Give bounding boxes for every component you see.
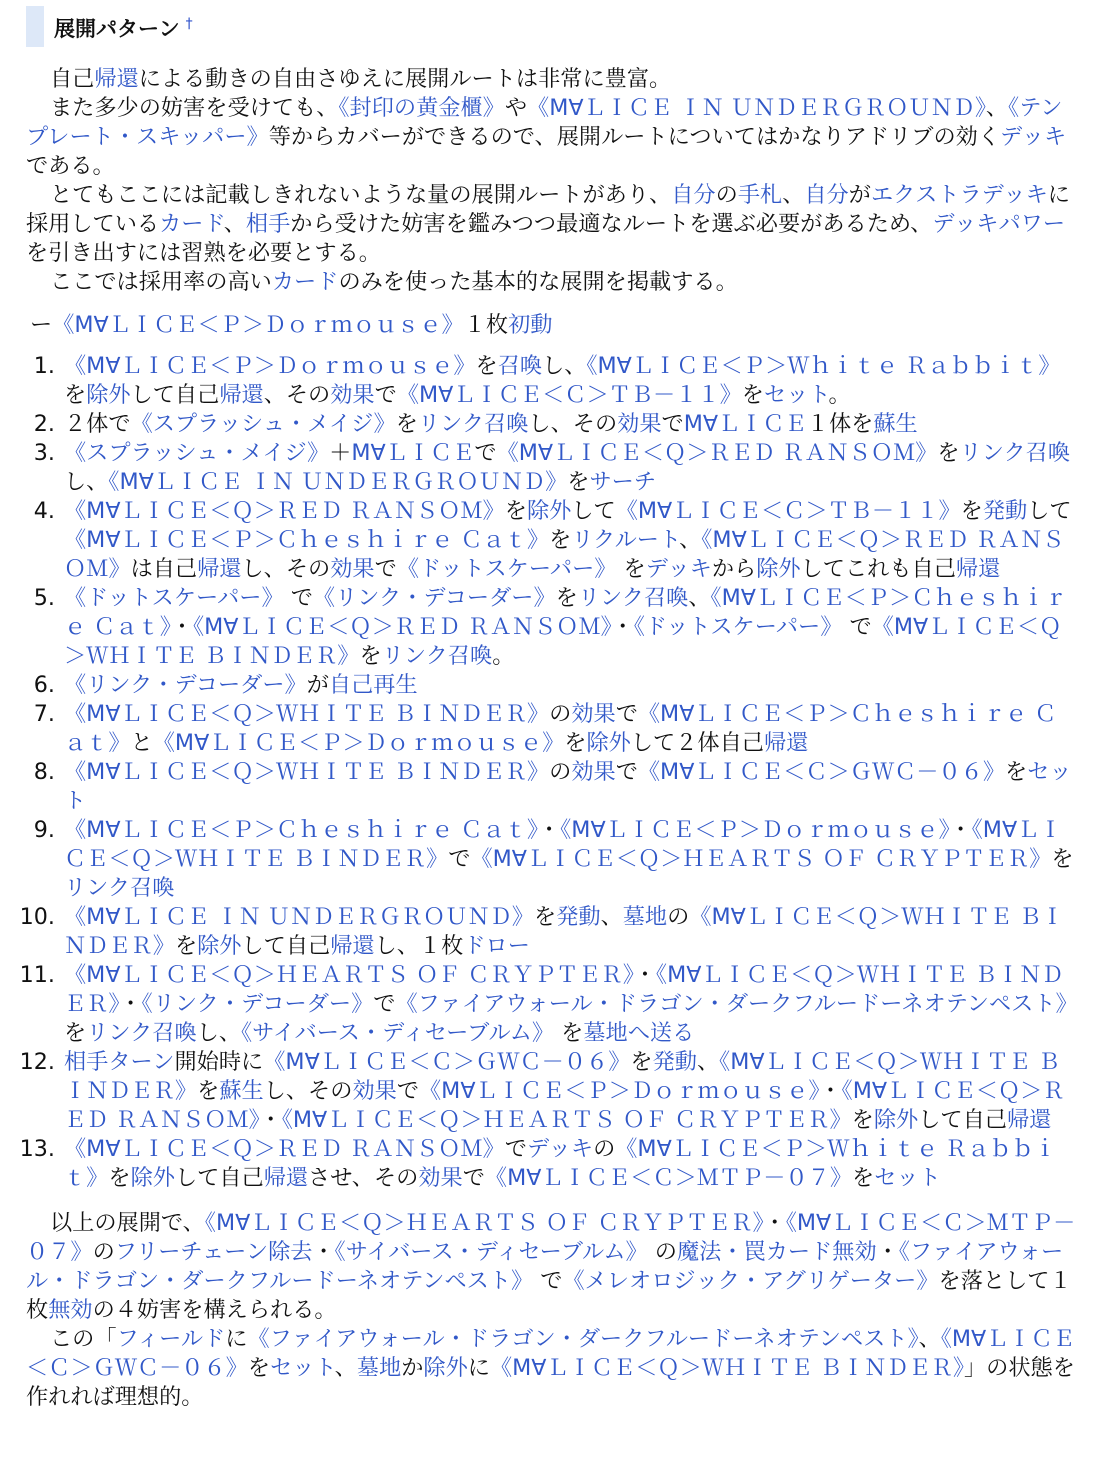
text-run: を引き出すには習熟を必要とする。	[26, 240, 381, 266]
text-run: を	[504, 498, 527, 524]
text-run: で	[396, 1078, 419, 1104]
wiki-link[interactable]: セット	[270, 1355, 335, 1381]
wiki-link[interactable]: 《ドットスケーパー》	[396, 556, 617, 582]
wiki-link[interactable]: セット	[874, 1165, 941, 1191]
wiki-link[interactable]: リンク召喚	[86, 1020, 197, 1046]
text-run: し、その	[241, 556, 331, 582]
wiki-link[interactable]: 帰還	[263, 1165, 309, 1191]
text-run: を	[534, 904, 557, 930]
text-run: し、その	[528, 411, 618, 437]
wiki-link[interactable]: 自分	[804, 182, 849, 208]
wiki-link[interactable]: 《M∀ＬＩＣＥ＜Ｑ＞ＷＨＩＴＥ ＢＩＮＤＥＲ》	[64, 701, 550, 727]
intro-paragraph	[26, 94, 1078, 181]
text-run: してこれも自己	[800, 556, 956, 582]
wiki-link[interactable]: カード	[271, 269, 339, 295]
combo-step	[62, 584, 1078, 671]
wiki-link[interactable]: 《ファイアウォール・ドラゴン・ダークフルードーネオテンペスト》	[395, 991, 1078, 1017]
text-run: で	[374, 556, 397, 582]
wiki-link[interactable]: 《M∀ＬＩＣＥ＜Ｃ＞ＭＴＰ－０７》	[484, 1165, 853, 1191]
text-run: を	[247, 1355, 271, 1381]
combo-step	[62, 700, 1078, 758]
wiki-link[interactable]: 効果	[330, 556, 375, 582]
combo-step	[62, 410, 1078, 439]
wiki-link[interactable]: リンク召喚	[64, 875, 175, 901]
text-run: が	[306, 672, 329, 698]
combo-step	[62, 961, 1078, 1048]
wiki-link[interactable]: 初動	[508, 312, 553, 338]
text-run: 、	[600, 904, 623, 930]
wiki-link[interactable]: セット	[64, 759, 1072, 814]
wiki-link[interactable]: 《ドットスケーパー》	[633, 614, 843, 640]
wiki-link[interactable]: 《M∀ＬＩＣＥ＜Ｑ＞ＲＥＤ ＲＡＮＳＯＭ》	[64, 498, 505, 524]
text-run: を	[197, 1078, 220, 1104]
text-run: を	[549, 527, 572, 553]
section-title: 展開パターン	[54, 17, 180, 41]
text-run: ＋	[329, 440, 352, 466]
wiki-link[interactable]: 《メレオロジック・アグリゲーター》	[562, 1268, 939, 1294]
text-run: を	[937, 440, 960, 466]
text-run: 、	[223, 211, 246, 237]
text-run: で	[448, 846, 471, 872]
text-run: し、	[542, 353, 587, 379]
wiki-link[interactable]: 《ファイアウォール・ドラゴン・ダークフルードーネオテンペスト》	[247, 1326, 919, 1352]
combo-step	[62, 497, 1078, 584]
wiki-link[interactable]: 帰還	[330, 933, 375, 959]
text-run: ・	[876, 1239, 899, 1265]
wiki-link[interactable]: 《M∀ＬＩＣＥ＜Ｃ＞ＧＷＣ－０６》	[263, 1049, 631, 1075]
combo-step	[62, 1135, 1078, 1193]
text-run: ・	[119, 991, 142, 1017]
text-run: して自己	[130, 382, 220, 408]
wiki-link[interactable]: 自分	[671, 182, 716, 208]
summary-paragraph	[26, 1209, 1078, 1325]
wiki-link[interactable]: 相手ターン	[64, 1049, 175, 1075]
text-run: の	[715, 182, 738, 208]
wiki-link[interactable]: 《M∀ＬＩＣＥ＜Ｑ＞ＷＨＩＴＥ ＢＩＮＤＥＲ》	[64, 962, 1064, 1017]
text-run: この「	[50, 1326, 117, 1352]
text-run: とてもここには記載しきれないような量の展開ルートがあり、	[50, 182, 672, 208]
wiki-link[interactable]: 《ドットスケーパー》	[64, 585, 284, 611]
wiki-link[interactable]: リクルート	[571, 527, 680, 553]
wiki-link[interactable]: カード	[159, 211, 224, 237]
text-run: ここでは採用率の高い	[50, 269, 272, 295]
text-run: は自己	[130, 556, 198, 582]
wiki-link[interactable]: エクストラデッキ	[870, 182, 1048, 208]
text-run: 、	[918, 1326, 941, 1352]
text-run: で	[615, 701, 638, 727]
combo-step	[62, 352, 1078, 410]
wiki-link[interactable]: 《サイバース・ディセーブルム》	[334, 1239, 648, 1265]
text-run: 以上の展開で、	[50, 1210, 205, 1236]
wiki-link[interactable]: デッキ	[526, 1136, 594, 1162]
text-run: を	[741, 382, 764, 408]
wiki-link[interactable]: 効果	[571, 759, 616, 785]
wiki-link[interactable]: 《M∀ＬＩＣＥ＜Ｐ＞Ｄｏｒｍｏｕｓｅ》	[52, 312, 464, 338]
text-run: の	[549, 701, 572, 727]
text-run: ・	[763, 1210, 786, 1236]
wiki-link[interactable]: 《M∀ＬＩＣＥ＜Ｃ＞ＧＷＣ－０６》	[637, 759, 1006, 785]
summary-section	[26, 1209, 1078, 1412]
wiki-link[interactable]: ドロー	[463, 933, 530, 959]
wiki-link[interactable]: 《M∀ＬＩＣＥ＜Ｑ＞ＨＥＡＲＴＳ ＯＦ ＣＲＹＰＴＥＲ》	[204, 1210, 764, 1236]
wiki-link[interactable]: 《M∀ＬＩＣＥ＜Ｑ＞ＷＨＩＴＥ ＢＩＮＤＥＲ》	[64, 759, 550, 785]
wiki-link[interactable]: 《M∀ＬＩＣＥ＜Ｑ＞ＲＥＤ ＲＡＮＳＯＭ》	[496, 440, 938, 466]
text-run: を	[395, 411, 418, 437]
text-run: で	[615, 759, 638, 785]
text-run: 。	[492, 643, 515, 669]
text-run: を	[630, 1049, 653, 1075]
wiki-link[interactable]: 《M∀ＬＩＣＥ＜Ｐ＞Ｗｈｉｔｅ Ｒａｂｂｉｔ》	[586, 353, 1061, 379]
text-run: の４妨害を構えられる。	[92, 1297, 337, 1323]
text-run: ・	[312, 1239, 335, 1265]
wiki-link[interactable]: 《M∀ＬＩＣＥ＜Ｃ＞ＭＴＰ－０７》	[26, 1210, 1076, 1265]
text-run: を	[616, 556, 646, 582]
combo-step	[62, 1048, 1078, 1135]
text-run: ・	[170, 614, 194, 640]
wiki-link[interactable]: 《M∀ＬＩＣＥ＜Ｃ＞ＧＷＣ－０６》	[26, 1326, 1075, 1381]
text-run: 、	[696, 1049, 720, 1075]
wiki-link[interactable]: デッキ	[1000, 124, 1067, 150]
text-run: に	[467, 1355, 490, 1381]
first-init-line	[30, 311, 1078, 340]
text-run: させ、その	[308, 1165, 419, 1191]
wiki-link[interactable]: 《M∀ＬＩＣＥ＜Ｑ＞ＲＥＤ ＲＡＮＳＯＭ》	[64, 527, 1065, 582]
wiki-link[interactable]: 除外	[86, 382, 131, 408]
wiki-link[interactable]: 蘇生	[873, 411, 918, 437]
wiki-link[interactable]: 効果	[330, 382, 375, 408]
anchor-dagger-link[interactable]: †	[185, 16, 193, 32]
wiki-link[interactable]: 帰還	[219, 382, 264, 408]
text-run: し、１枚	[374, 933, 464, 959]
wiki-link[interactable]: 《M∀ＬＩＣＥ＜Ｐ＞Ｃｈｅｓｈｉｒｅ Ｃａｔ》	[64, 817, 539, 843]
wiki-link[interactable]: 帰還	[955, 556, 1001, 582]
text-run: で	[504, 1136, 527, 1162]
wiki-link[interactable]: 《M∀ＬＩＣＥ＜Ｐ＞Ｗｈｉｔｅ Ｒａｂｂｉｔ》	[64, 1136, 1056, 1191]
wiki-link[interactable]: 帰還	[197, 556, 242, 582]
text-run: を	[174, 933, 198, 959]
text-run: の	[667, 904, 690, 930]
text-run: に	[225, 1326, 248, 1352]
text-run: で	[373, 991, 396, 1017]
wiki-link[interactable]: 《M∀ＬＩＣＥ＜Ｑ＞ＷＨＩＴＥ ＢＩＮＤＥＲ》	[489, 1355, 964, 1381]
text-run: して自己	[241, 933, 331, 959]
text-run: ２体で	[64, 411, 131, 437]
combo-steps-list	[26, 352, 1078, 1193]
wiki-link[interactable]: 《テンプレート・スキッパー》	[26, 95, 1063, 150]
text-run: 自己	[50, 66, 95, 92]
summary-paragraph	[26, 1325, 1078, 1412]
combo-step	[62, 758, 1078, 816]
text-run: 、その	[263, 382, 331, 408]
section-heading	[26, 6, 1078, 47]
text-run: ・	[949, 817, 972, 843]
wiki-link[interactable]: 《スプラッシュ・メイジ》	[130, 411, 396, 437]
wiki-link[interactable]: 《M∀ＬＩＣＥ＜Ｃ＞ＴＢ－１１》	[396, 382, 742, 408]
text-run: を	[960, 498, 983, 524]
wiki-link[interactable]: 《封印の黄金櫃》	[338, 95, 505, 121]
text-run: 、	[679, 527, 702, 553]
text-run: して自己	[918, 1107, 1007, 1133]
wiki-link[interactable]: 効果	[418, 1165, 463, 1191]
text-run: 」の状態を作れれば理想的。	[26, 1355, 1075, 1410]
text-run: 開始時に	[174, 1049, 264, 1075]
text-run: して	[571, 498, 616, 524]
text-run: し、	[196, 1020, 242, 1046]
text-run: 。	[828, 382, 851, 408]
text-run: から受けた妨害を鑑みつつ最適なルートを選ぶ必要があるため、	[290, 211, 933, 237]
wiki-link[interactable]: 手札	[737, 182, 783, 208]
wiki-link[interactable]: 除外	[423, 1355, 468, 1381]
text-run: の	[593, 1136, 616, 1162]
wiki-link[interactable]: 《M∀ＬＩＣＥ＜Ｑ＞ＷＨＩＴＥ ＢＩＮＤＥＲ》	[64, 904, 1064, 959]
wiki-link[interactable]: 《M∀ＬＩＣＥ＜Ｃ＞ＴＢ－１１》	[615, 498, 961, 524]
text-run: のみを使った基本的な展開を掲載する。	[338, 269, 738, 295]
text-run: を	[359, 643, 382, 669]
text-run: 、	[985, 95, 1009, 121]
text-run: を	[1051, 846, 1074, 872]
text-run: を	[852, 1165, 875, 1191]
text-run: で	[533, 1268, 563, 1294]
wiki-link[interactable]: 帰還	[94, 66, 139, 92]
text-run: を	[475, 353, 498, 379]
wiki-link[interactable]: 無効	[48, 1297, 93, 1323]
text-run: を	[108, 1165, 131, 1191]
combo-step	[62, 903, 1078, 961]
text-run: で	[842, 614, 872, 640]
wiki-link[interactable]: 墓地	[622, 904, 668, 930]
intro-paragraph	[26, 65, 1078, 94]
text-run: の	[549, 759, 572, 785]
wiki-link[interactable]: 発動	[652, 1049, 697, 1075]
wiki-link[interactable]: 《ファイアウォール・ドラゴン・ダークフルードーネオテンペスト》	[26, 1239, 1064, 1294]
text-run: に採用している	[26, 182, 1070, 237]
wiki-link[interactable]: 自己再生	[328, 672, 418, 698]
wiki-link[interactable]: 《M∀ＬＩＣＥ＜Ｐ＞Ｃｈｅｓｈｉｒｅ Ｃａｔ》	[64, 527, 550, 553]
text-run: ・	[819, 1078, 842, 1104]
text-run: を	[64, 382, 87, 408]
text-run: して２体自己	[630, 730, 764, 756]
combo-step	[62, 671, 1078, 700]
wiki-link[interactable]: 《M∀ＬＩＣＥ＜Ｐ＞Ｄｏｒｍｏｕｓｅ》	[152, 730, 565, 756]
wiki-link[interactable]: 《M∀ＬＩＣＥ＜Ｑ＞ＲＥＤ ＲＡＮＳＯＭ》	[64, 1078, 1065, 1133]
text-run: で	[474, 440, 497, 466]
wiki-link[interactable]: 効果	[352, 1078, 397, 1104]
wiki-link[interactable]: 《リンク・デコーダー》	[64, 672, 307, 698]
wiki-link[interactable]: 墓地	[356, 1355, 402, 1381]
text-run: ・	[538, 817, 561, 843]
text-run: して	[1027, 498, 1072, 524]
text-run: を	[64, 1020, 87, 1046]
wiki-link[interactable]: 《M∀ＬＩＣＥ＜Ｑ＞ＷＨＩＴＥ ＢＩＮＤＥＲ》	[64, 1049, 1061, 1104]
wiki-link[interactable]: リンク召喚	[959, 440, 1071, 466]
text-run: から	[711, 556, 757, 582]
wiki-link[interactable]: 《M∀ＬＩＣＥ＜Ｑ＞ＨＥＡＲＴＳ ＯＦ ＣＲＹＰＴＥＲ》	[281, 1107, 852, 1133]
text-run: を落として１枚	[26, 1268, 1072, 1323]
wiki-link[interactable]: 《M∀ＬＩＣＥ＜Ｐ＞Ｃｈｅｓｈｉｒｅ Ｃａｔ》	[64, 701, 1057, 756]
wiki-link[interactable]: 《リンク・デコーダー》	[141, 991, 374, 1017]
text-run: ・	[633, 962, 657, 988]
wiki-link[interactable]: 除外	[197, 933, 242, 959]
wiki-link[interactable]: 《M∀ＬＩＣＥ＜Ｑ＞ＷＨＩＴＥ ＢＩＮＤＥＲ》	[64, 817, 1062, 872]
text-run: 、	[688, 585, 711, 611]
text-run: を	[567, 469, 590, 495]
wiki-link[interactable]: デッキパワー	[932, 211, 1066, 237]
text-run: また多少の妨害を受けても、	[50, 95, 339, 121]
intro-section	[26, 65, 1078, 297]
wiki-link[interactable]: 《M∀ＬＩＣＥ＜Ｑ＞ＨＥＡＲＴＳ ＯＦ ＣＲＹＰＴＥＲ》	[470, 846, 1052, 872]
text-run: である。	[26, 153, 115, 179]
text-run: の	[647, 1239, 677, 1265]
wiki-link[interactable]: 蘇生	[219, 1078, 264, 1104]
text-run: の	[92, 1239, 115, 1265]
wiki-link[interactable]: 《M∀ＬＩＣＥ＜Ｑ＞ＷＨＩＴＥ ＢＩＮＤＥＲ》	[64, 614, 1062, 669]
combo-step	[62, 816, 1078, 903]
text-run: し、	[64, 469, 109, 495]
wiki-link[interactable]: 《M∀ＬＩＣＥ ＩＮ ＵＮＤＥＲＧＲＯＵＮＤ》	[527, 95, 986, 121]
wiki-link[interactable]: 帰還	[763, 730, 809, 756]
text-run: や	[504, 95, 528, 121]
wiki-link[interactable]: 除外	[586, 730, 631, 756]
wiki-link[interactable]: 召喚	[497, 353, 543, 379]
text-run: 等からカバーができるので、展開ルートについてはかなりアドリブの効く	[268, 124, 1001, 150]
wiki-link[interactable]: 《M∀ＬＩＣＥ＜Ｑ＞ＨＥＡＲＴＳ ＯＦ ＣＲＹＰＴＥＲ》	[64, 962, 634, 988]
wiki-link[interactable]: 除外	[756, 556, 801, 582]
wiki-link[interactable]: フリーチェーン除去	[114, 1239, 313, 1265]
intro-paragraph	[26, 181, 1078, 268]
wiki-link[interactable]: 《M∀ＬＩＣＥ＜Ｑ＞ＲＥＤ ＲＡＮＳＯＭ》	[64, 1136, 505, 1162]
text-run: 、	[334, 1355, 357, 1381]
wiki-link[interactable]: 墓地へ送る	[583, 1020, 695, 1046]
wiki-link[interactable]: セット	[763, 382, 829, 408]
wiki-link[interactable]: 除外	[526, 498, 572, 524]
text-run: による動きの自由さゆえに展開ルートは非常に豊富。	[138, 66, 672, 92]
wiki-link[interactable]: リンク召喚	[381, 643, 493, 669]
wiki-link[interactable]: M∀ＬＩＣＥ	[351, 440, 475, 466]
wiki-link[interactable]: 《M∀ＬＩＣＥ ＩＮ ＵＮＤＥＲＧＲＯＵＮＤ》	[64, 904, 534, 930]
wiki-link[interactable]: 《リンク・デコーダー》	[312, 585, 556, 611]
text-run: １枚	[463, 312, 509, 338]
text-run: 、	[782, 182, 805, 208]
wiki-link[interactable]: 除外	[873, 1107, 919, 1133]
text-run: と	[130, 730, 153, 756]
text-run: が	[848, 182, 871, 208]
wiki-link[interactable]: 魔法・罠カード無効	[676, 1239, 877, 1265]
wiki-link[interactable]: リンク召喚	[577, 585, 689, 611]
wiki-link[interactable]: 《スプラッシュ・メイジ》	[64, 440, 330, 466]
combo-step	[62, 439, 1078, 497]
wiki-link[interactable]: 帰還	[1006, 1107, 1052, 1133]
wiki-link[interactable]: 発動	[982, 498, 1028, 524]
wiki-link[interactable]: デッキ	[645, 556, 712, 582]
wiki-link[interactable]: リンク召喚	[417, 411, 529, 437]
text-run: を	[851, 1107, 874, 1133]
article-section	[0, 6, 1104, 1412]
wiki-link[interactable]: M∀ＬＩＣＥ	[683, 411, 807, 437]
wiki-link[interactable]: 《M∀ＬＩＣＥ＜Ｐ＞Ｄｏｒｍｏｕｓｅ》	[64, 353, 476, 379]
wiki-link[interactable]: 効果	[571, 701, 616, 727]
text-run: １体を	[806, 411, 874, 437]
text-run: で	[462, 1165, 485, 1191]
text-run: ・	[259, 1107, 282, 1133]
text-run: で	[374, 382, 397, 408]
wiki-link[interactable]: 《M∀ＬＩＣＥ＜Ｐ＞Ｄｏｒｍｏｕｓｅ》	[560, 817, 950, 843]
wiki-link[interactable]: 除外	[130, 1165, 175, 1191]
intro-paragraph	[26, 268, 1078, 297]
text-run: で	[661, 411, 684, 437]
text-run: し、その	[263, 1078, 353, 1104]
wiki-link[interactable]: 《M∀ＬＩＣＥ ＩＮ ＵＮＤＥＲＧＲＯＵＮＤ》	[108, 469, 568, 495]
text-run: で	[283, 585, 313, 611]
text-run: ・	[611, 614, 634, 640]
text-run: して自己	[174, 1165, 264, 1191]
text-run: を	[554, 1020, 584, 1046]
text-run: ー	[30, 312, 53, 338]
wiki-link[interactable]: 《M∀ＬＩＣＥ＜Ｑ＞ＲＥＤ ＲＡＮＳＯＭ》	[193, 614, 612, 640]
text-run: を	[1005, 759, 1028, 785]
wiki-link[interactable]: 発動	[556, 904, 601, 930]
text-run: を	[564, 730, 587, 756]
wiki-link[interactable]: フィールド	[116, 1326, 226, 1352]
wiki-link[interactable]: 効果	[617, 411, 662, 437]
text-run: を	[555, 585, 578, 611]
wiki-link[interactable]: 《サイバース・ディセーブルム》	[241, 1020, 555, 1046]
wiki-link[interactable]: 《M∀ＬＩＣＥ＜Ｐ＞Ｃｈｅｓｈｉｒｅ Ｃａｔ》	[64, 585, 1067, 640]
wiki-link[interactable]: 《M∀ＬＩＣＥ＜Ｐ＞Ｄｏｒｍｏｕｓｅ》	[419, 1078, 820, 1104]
text-run: か	[401, 1355, 424, 1381]
wiki-link[interactable]: サーチ	[589, 469, 657, 495]
wiki-link[interactable]: 相手	[245, 211, 291, 237]
